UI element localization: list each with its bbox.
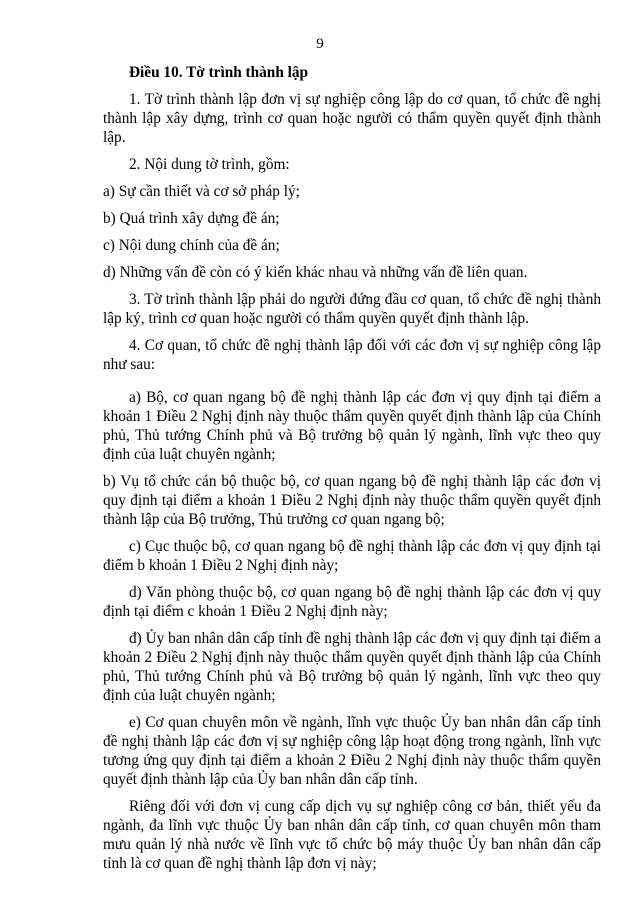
paragraph-clause-1: 1. Tờ trình thành lập đơn vị sự nghiệp công lập do cơ quan, tổ chức đề nghị thành lập xây dựng, trình cơ quan hoặc người có thẩm quyền quyết định thành lập.: [103, 91, 601, 146]
paragraph-point-e: e) Cơ quan chuyên môn về ngành, lĩnh vực thuộc Ủy ban nhân dân cấp tỉnh đề nghị thành lập các đơn vị sự nghiệp công lập hoạt động trong ngành, lĩnh vực tương ứng quy định tại điểm a khoản 2 Điều 2 Nghị định này thuộc thẩm quyền quyết định thành lập của Ủy ban nhân dân cấp tỉnh.: [103, 714, 601, 788]
paragraph-clause-3: 3. Tờ trình thành lập phải do người đứng đầu cơ quan, tổ chức đề nghị thành lập ký, trình cơ quan hoặc người có thẩm quyền quyết định thành lập.: [103, 291, 601, 327]
paragraph-point-b: b) Vụ tổ chức cán bộ thuộc bộ, cơ quan ngang bộ đề nghị thành lập các đơn vị quy định tại điểm a khoản 1 Điều 2 Nghị định này thuộc thẩm quyền quyết định thành lập của Bộ trưởng, Thủ trưởng cơ quan ngang bộ;: [103, 473, 601, 528]
paragraph-item-b: b) Quá trình xây dựng đề án;: [103, 210, 280, 227]
paragraph-special-note: Riêng đối với đơn vị cung cấp dịch vụ sự nghiệp công cơ bản, thiết yếu đa ngành, đa lĩnh vực thuộc Ủy ban nhân dân cấp tỉnh, cơ quan chuyên môn tham mưu quản lý nhà nước về lĩnh vực tổ chức bộ máy thuộc Ủy ban nhân dân cấp tỉnh là cơ quan đề nghị thành lập đơn vị này;: [103, 798, 601, 872]
paragraph-item-a: a) Sự cần thiết và cơ sở pháp lý;: [103, 183, 300, 200]
page-number: 9: [316, 36, 324, 52]
paragraph-item-d: d) Những vấn đề còn có ý kiến khác nhau và những vấn đề liên quan.: [103, 264, 528, 281]
paragraph-item-c: c) Nội dung chính của đề án;: [103, 237, 280, 254]
paragraph-clause-2: 2. Nội dung tờ trình, gồm:: [129, 156, 290, 173]
document-body: [103, 63, 601, 881]
paragraph-point-dd: đ) Ủy ban nhân dân cấp tỉnh đề nghị thành lập các đơn vị quy định tại điểm a khoản 2 Điều 2 Nghị định này thuộc thẩm quyền quyết định thành lập của Chính phủ, Thủ tướng Chính phủ và Bộ trưởng bộ quản lý ngành, lĩnh vực theo quy định của luật chuyên ngành;: [103, 630, 601, 704]
article-heading: Điều 10. Tờ trình thành lập: [129, 64, 309, 81]
paragraph-clause-4: 4. Cơ quan, tổ chức đề nghị thành lập đối với các đơn vị sự nghiệp công lập như sau:: [103, 337, 601, 373]
paragraph-point-c: c) Cục thuộc bộ, cơ quan ngang bộ đề nghị thành lập các đơn vị quy định tại điểm b khoản 1 Điều 2 Nghị định này;: [103, 538, 601, 574]
paragraph-point-d: d) Văn phòng thuộc bộ, cơ quan ngang bộ đề nghị thành lập các đơn vị quy định tại điểm c khoản 1 Điều 2 Nghị định này;: [103, 584, 601, 620]
paragraph-point-a: a) Bộ, cơ quan ngang bộ đề nghị thành lập các đơn vị quy định tại điểm a khoản 1 Điều 2 Nghị định này thuộc thẩm quyền quyết định thành lập của Chính phủ, Thủ tướng Chính phủ và Bộ trưởng bộ quản lý ngành, lĩnh vực theo quy định của luật chuyên ngành;: [103, 389, 601, 463]
